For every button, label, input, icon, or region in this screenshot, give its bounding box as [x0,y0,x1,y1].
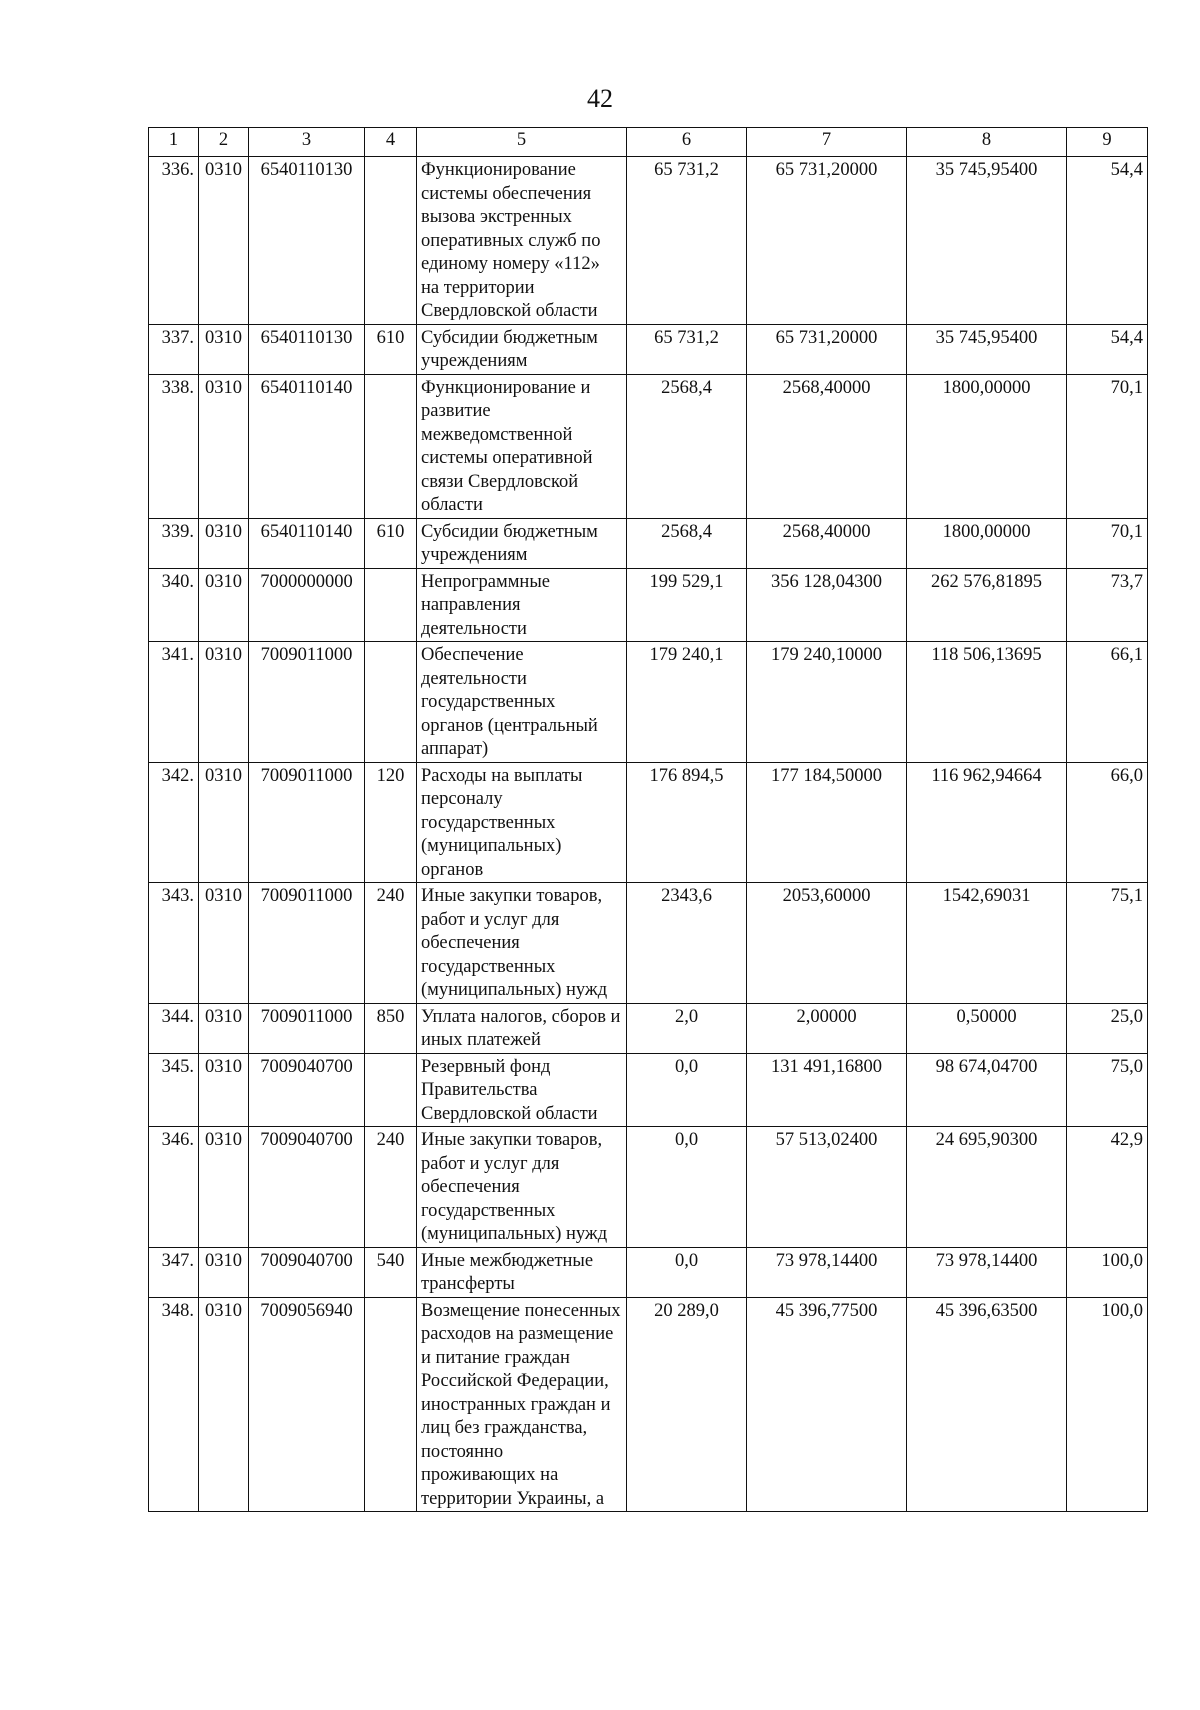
column-header: 8 [907,128,1067,157]
table-row [149,157,1148,325]
amount-col6: 199 529,1 [627,568,747,642]
percent-col9: 75,0 [1067,1053,1148,1127]
expense-name: Субсидии бюджетным учреждениям [417,518,627,568]
expense-type-code: 610 [365,324,417,374]
amount-col6: 65 731,2 [627,324,747,374]
page-number: 42 [587,84,613,113]
percent-col9: 100,0 [1067,1297,1148,1512]
section-code: 0310 [199,642,249,763]
table-row [149,883,1148,1004]
amount-col7: 131 491,16800 [747,1053,907,1127]
percent-col9: 25,0 [1067,1003,1148,1053]
row-number: 337. [149,324,199,374]
amount-col8: 1800,00000 [907,518,1067,568]
amount-col6: 179 240,1 [627,642,747,763]
row-number: 348. [149,1297,199,1512]
table-row [149,374,1148,518]
column-header: 5 [417,128,627,157]
amount-col8: 118 506,13695 [907,642,1067,763]
amount-col6: 0,0 [627,1053,747,1127]
expense-name: Функционирование и развитие межведомственной системы оперативной связи Свердловской области [417,374,627,518]
percent-col9: 75,1 [1067,883,1148,1004]
amount-col8: 98 674,04700 [907,1053,1067,1127]
expense-type-code [365,1053,417,1127]
expense-type-code [365,642,417,763]
column-header: 6 [627,128,747,157]
header-row [149,128,1148,157]
amount-col6: 2,0 [627,1003,747,1053]
section-code: 0310 [199,1003,249,1053]
amount-col7: 2053,60000 [747,883,907,1004]
column-header: 1 [149,128,199,157]
target-article-code: 6540110140 [249,374,365,518]
row-number: 339. [149,518,199,568]
column-header: 7 [747,128,907,157]
expense-type-code: 120 [365,762,417,883]
row-number: 347. [149,1247,199,1297]
amount-col7: 179 240,10000 [747,642,907,763]
row-number: 346. [149,1127,199,1248]
amount-col8: 24 695,90300 [907,1127,1067,1248]
row-number: 338. [149,374,199,518]
amount-col6: 2568,4 [627,518,747,568]
percent-col9: 66,1 [1067,642,1148,763]
row-number: 345. [149,1053,199,1127]
target-article-code: 7009011000 [249,762,365,883]
expense-name: Иные закупки товаров, работ и услуг для обеспечения государственных (муниципальных) нужд [417,883,627,1004]
section-code: 0310 [199,883,249,1004]
column-header: 3 [249,128,365,157]
amount-col8: 116 962,94664 [907,762,1067,883]
expense-name: Иные закупки товаров, работ и услуг для обеспечения государственных (муниципальных) нужд [417,1127,627,1248]
row-number: 341. [149,642,199,763]
amount-col8: 0,50000 [907,1003,1067,1053]
amount-col7: 2568,40000 [747,518,907,568]
table-row [149,1053,1148,1127]
expense-name: Непрограммные направления деятельности [417,568,627,642]
percent-col9: 73,7 [1067,568,1148,642]
target-article-code: 7000000000 [249,568,365,642]
percent-col9: 66,0 [1067,762,1148,883]
section-code: 0310 [199,1247,249,1297]
expense-type-code: 540 [365,1247,417,1297]
percent-col9: 70,1 [1067,518,1148,568]
section-code: 0310 [199,157,249,325]
section-code: 0310 [199,568,249,642]
table-row [149,518,1148,568]
table-row [149,568,1148,642]
target-article-code: 6540110140 [249,518,365,568]
row-number: 340. [149,568,199,642]
table-row [149,1127,1148,1248]
expense-name: Резервный фонд Правительства Свердловской области [417,1053,627,1127]
expense-type-code [365,568,417,642]
expense-name: Уплата налогов, сборов и иных платежей [417,1003,627,1053]
table-row [149,1003,1148,1053]
expense-name: Расходы на выплаты персоналу государственных (муниципальных) органов [417,762,627,883]
target-article-code: 7009056940 [249,1297,365,1512]
expense-type-code [365,157,417,325]
section-code: 0310 [199,374,249,518]
amount-col8: 262 576,81895 [907,568,1067,642]
percent-col9: 54,4 [1067,324,1148,374]
section-code: 0310 [199,1127,249,1248]
percent-col9: 42,9 [1067,1127,1148,1248]
row-number: 336. [149,157,199,325]
section-code: 0310 [199,518,249,568]
row-number: 342. [149,762,199,883]
amount-col6: 2568,4 [627,374,747,518]
amount-col8: 35 745,95400 [907,324,1067,374]
table-row [149,642,1148,763]
expense-name: Иные межбюджетные трансферты [417,1247,627,1297]
target-article-code: 6540110130 [249,157,365,325]
table-row [149,324,1148,374]
amount-col6: 0,0 [627,1127,747,1248]
target-article-code: 7009040700 [249,1053,365,1127]
expense-name: Субсидии бюджетным учреждениям [417,324,627,374]
amount-col7: 356 128,04300 [747,568,907,642]
amount-col7: 177 184,50000 [747,762,907,883]
section-code: 0310 [199,1297,249,1512]
column-header: 4 [365,128,417,157]
expense-type-code: 240 [365,1127,417,1248]
table-row [149,1297,1148,1512]
percent-col9: 70,1 [1067,374,1148,518]
amount-col7: 65 731,20000 [747,157,907,325]
amount-col7: 2568,40000 [747,374,907,518]
amount-col8: 35 745,95400 [907,157,1067,325]
target-article-code: 7009011000 [249,642,365,763]
table-body [149,157,1148,1512]
expense-name: Возмещение понесенных расходов на размещение и питание граждан Российской Федерации, иностранных граждан и лиц без гражданства, постоянно проживающих на территории Украины, а [417,1297,627,1512]
table-row [149,762,1148,883]
budget-table [148,127,1148,1512]
expense-type-code: 240 [365,883,417,1004]
amount-col6: 0,0 [627,1247,747,1297]
amount-col7: 73 978,14400 [747,1247,907,1297]
percent-col9: 54,4 [1067,157,1148,325]
amount-col6: 65 731,2 [627,157,747,325]
expense-name: Обеспечение деятельности государственных органов (центральный аппарат) [417,642,627,763]
table-row [149,1247,1148,1297]
amount-col7: 45 396,77500 [747,1297,907,1512]
expense-type-code: 610 [365,518,417,568]
section-code: 0310 [199,1053,249,1127]
target-article-code: 7009011000 [249,883,365,1004]
amount-col8: 1542,69031 [907,883,1067,1004]
amount-col8: 45 396,63500 [907,1297,1067,1512]
column-header: 9 [1067,128,1148,157]
percent-col9: 100,0 [1067,1247,1148,1297]
target-article-code: 7009040700 [249,1127,365,1248]
amount-col7: 2,00000 [747,1003,907,1053]
target-article-code: 6540110130 [249,324,365,374]
target-article-code: 7009011000 [249,1003,365,1053]
expense-name: Функционирование системы обеспечения вызова экстренных оперативных служб по единому номеру «112» на территории Свердловской области [417,157,627,325]
section-code: 0310 [199,762,249,883]
amount-col7: 65 731,20000 [747,324,907,374]
expense-type-code [365,1297,417,1512]
amount-col8: 73 978,14400 [907,1247,1067,1297]
target-article-code: 7009040700 [249,1247,365,1297]
row-number: 344. [149,1003,199,1053]
row-number: 343. [149,883,199,1004]
amount-col6: 20 289,0 [627,1297,747,1512]
amount-col7: 57 513,02400 [747,1127,907,1248]
column-header: 2 [199,128,249,157]
amount-col8: 1800,00000 [907,374,1067,518]
amount-col6: 2343,6 [627,883,747,1004]
section-code: 0310 [199,324,249,374]
amount-col6: 176 894,5 [627,762,747,883]
expense-type-code: 850 [365,1003,417,1053]
expense-type-code [365,374,417,518]
